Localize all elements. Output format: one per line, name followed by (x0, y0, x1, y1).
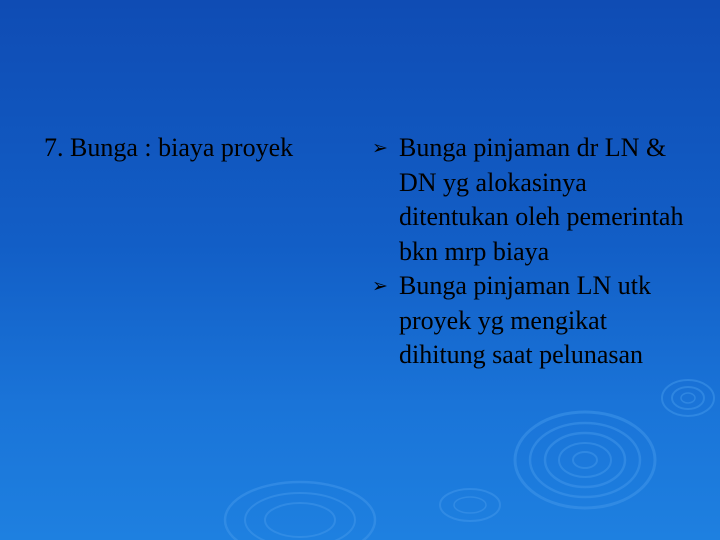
slide-heading: 7. Bunga : biaya proyek (44, 133, 294, 162)
ripple-large (515, 412, 655, 508)
bullet-item (372, 269, 692, 373)
ripple-right (662, 380, 714, 416)
bullet-text: Bunga pinjaman LN utk proyek yg mengikat dihitung saat pelunasan (399, 271, 652, 369)
arrow-bullet-icon: ➢ (372, 137, 388, 159)
bullet-text: Bunga pinjaman dr LN & DN yg alokasinya ditentukan oleh pemerintah bkn mrp biaya (399, 133, 684, 266)
arrow-bullet-icon: ➢ (372, 275, 388, 297)
ripple-bottom-mid (440, 489, 500, 521)
ripple-bottom-left (225, 482, 375, 540)
bullet-list (372, 131, 692, 373)
bullet-item (372, 131, 692, 269)
